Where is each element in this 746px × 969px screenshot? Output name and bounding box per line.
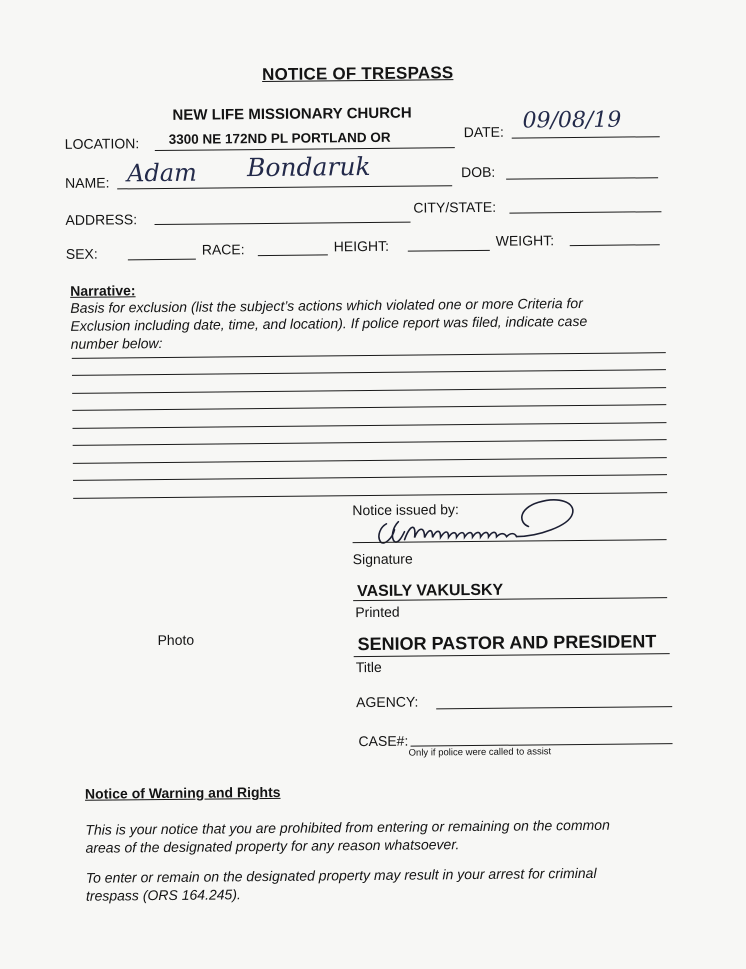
location-label: LOCATION: <box>64 135 140 152</box>
location-line <box>155 147 455 151</box>
narrative-text-3: number below: <box>70 334 163 352</box>
sex-label: SEX: <box>65 245 98 262</box>
location-name: NEW LIFE MISSIONARY CHURCH <box>172 104 412 124</box>
name-first: Adam <box>126 158 197 188</box>
date-value: 09/08/19 <box>522 107 622 134</box>
name-last: Bondaruk <box>246 151 371 183</box>
narrative-line <box>73 474 667 481</box>
date-label: DATE: <box>463 123 504 141</box>
narrative-line <box>73 439 667 446</box>
narrative-line <box>72 369 666 376</box>
narrative-line <box>72 404 666 411</box>
name-label: NAME: <box>65 174 110 191</box>
title-value: SENIOR PASTOR AND PRESIDENT <box>357 631 657 655</box>
address-label: ADDRESS: <box>65 211 138 228</box>
warning-text-3: To enter or remain on the designated property may result in your arrest for criminal <box>85 864 597 886</box>
agency-line <box>436 706 672 709</box>
narrative-heading: Narrative: <box>70 282 136 299</box>
printed-label: Printed <box>355 603 400 621</box>
narrative-line <box>72 352 666 359</box>
signature-image <box>368 492 589 552</box>
narrative-line <box>72 387 666 394</box>
city-state-line <box>509 211 661 213</box>
form-title: NOTICE OF TRESPASS <box>262 63 454 85</box>
case-label: CASE#: <box>358 732 409 750</box>
height-line <box>408 250 490 252</box>
narrative-line <box>73 457 667 464</box>
signature-label: Signature <box>352 550 413 568</box>
weight-label: WEIGHT: <box>495 232 555 249</box>
warning-text-1: This is your notice that you are prohibited from entering or remaining on the common <box>85 816 610 838</box>
narrative-line <box>72 422 666 429</box>
sex-line <box>128 259 196 261</box>
agency-label: AGENCY: <box>356 693 419 711</box>
dob-line <box>506 177 658 179</box>
narrative-text-2: Exclusion including date, time, and location). If police report was filed, indicate case <box>70 312 588 334</box>
race-line <box>258 254 328 256</box>
case-note: Only if police were called to assist <box>408 746 552 759</box>
city-state-label: CITY/STATE: <box>413 198 497 216</box>
height-label: HEIGHT: <box>333 237 390 255</box>
race-label: RACE: <box>201 241 245 258</box>
address-line <box>155 222 411 225</box>
issued-by-label: Notice issued by: <box>352 501 459 519</box>
printed-name: VASILY VAKULSKY <box>356 581 504 601</box>
location-address: 3300 NE 172ND PL PORTLAND OR <box>168 129 391 147</box>
title-label: Title <box>355 658 382 676</box>
warning-heading: Notice of Warning and Rights <box>84 783 281 802</box>
warning-text-2: areas of the designated property for any reason whatsoever. <box>85 836 460 856</box>
warning-text-4: trespass (ORS 164.245). <box>85 886 241 904</box>
weight-line <box>570 244 660 246</box>
narrative-text-1: Basis for exclusion (list the subject’s actions which violated one or more Criteria for <box>70 294 583 316</box>
photo-label: Photo <box>157 631 195 649</box>
date-line <box>512 136 660 138</box>
dob-label: DOB: <box>460 163 496 181</box>
